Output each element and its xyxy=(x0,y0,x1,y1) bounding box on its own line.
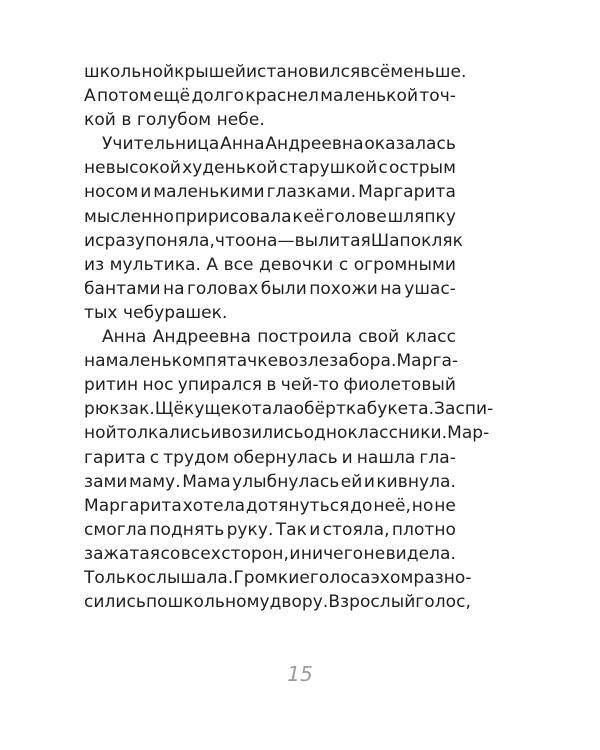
text-line: смогла поднять руку. Так и стояла, плотно xyxy=(84,519,456,540)
text-line: школьной крышей и становился всё меньше. xyxy=(84,62,467,82)
page-number: 15 xyxy=(287,662,313,686)
text-line: ритин нос упирался в чей-то фиолетовый xyxy=(84,375,456,396)
text-line: зажатая со всех сторон, и ничего не видела. xyxy=(84,543,456,564)
text-line: носом и маленькими глазками. Маргарита xyxy=(84,182,456,203)
text-line: и сразу поняла, что она — вылитая Шапокляк xyxy=(84,230,463,251)
text-line: рюкзак. Щёку щекотала обёртка букета. За спи- xyxy=(84,399,494,420)
text-line: А потом ещё долго краснел маленькой точ- xyxy=(84,86,456,107)
text-line: Учительница Анна Андреевна оказалась xyxy=(102,134,456,155)
text-line: сились по школьному двору. Взрослый голос, xyxy=(84,592,471,613)
text-line: на маленьком пятачке возле забора. Марга- xyxy=(84,351,459,372)
body-text xyxy=(84,60,494,614)
text-line: невысокой худенькой старушкой с острым xyxy=(84,158,456,179)
text-line: Маргарита хотела дотянуться до неё, но не xyxy=(84,495,456,516)
text-line: Анна Андреевна построила свой класс xyxy=(102,327,456,348)
text-line: из мультика. А все девочки с огромными xyxy=(84,254,456,275)
text-line: мысленно пририсовала к её голове шляпку xyxy=(84,206,456,227)
text-line: ной толкались и возились одноклассники. Мар- xyxy=(84,423,490,444)
text-line: бантами на головах были похожи на ушас- xyxy=(84,278,456,299)
text-line: кой в голубом небе. xyxy=(84,110,265,131)
text-line: зами маму. Мама улыбнулась ей и кивнула. xyxy=(84,471,456,492)
text-line: гарита с трудом обернулась и нашла гла- xyxy=(84,447,456,468)
text-line: Только слышала. Громкие голоса эхом разно- xyxy=(84,567,472,588)
text-line: тых чебурашек. xyxy=(84,302,228,323)
